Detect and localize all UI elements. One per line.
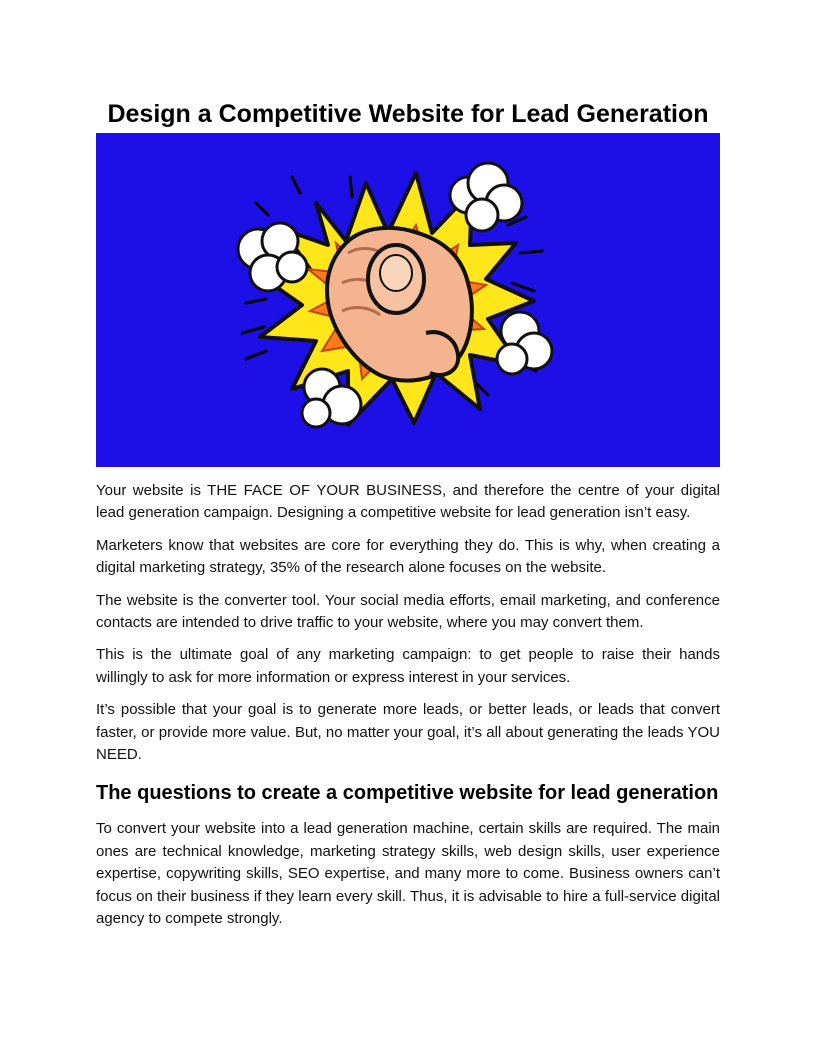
cloud-right [497,312,552,374]
paragraph: The website is the converter tool. Your social media efforts, email marketing, and conference contacts are intended to drive traffic to your website, where you may convert them. [96,591,720,632]
paragraph: To convert your website into a lead generation machine, certain skills are required. The main ones are technical knowledge, marketing strategy skills, web design skills, user experience expertise, copywriting skills, SEO expertise, and many more to come. Business owners can’t focus on their business if they learn every skill. Thus, it is advisable to hire a full-service digital agency to compete strongly. [96,820,720,928]
page-title: Design a Competitive Website for Lead Generation [107,100,709,128]
paragraph: Marketers know that websites are core for everything they do. This is why, when creating a digital marketing strategy, 35% of the research alone focuses on the website. [96,536,720,577]
cloud-left [238,223,307,291]
section-heading: The questions to create a competitive website for lead generation [96,782,719,805]
paragraph: It’s possible that your goal is to generate more leads, or better leads, or leads that convert faster, or provide more value. But, no matter your goal, it’s all about generating the leads YOU NEED. [96,701,720,764]
pointing-hand-illustration [96,133,720,467]
hero-image [96,133,720,467]
paragraph: This is the ultimate goal of any marketing campaign: to get people to raise their hands willingly to ask for more information or express interest in your services. [96,646,720,686]
article-body [96,480,720,941]
paragraph: Your website is THE FACE OF YOUR BUSINESS, and therefore the centre of your digital lead generation campaign. Designing a competitive website for lead generation isn’t easy. [96,482,720,522]
